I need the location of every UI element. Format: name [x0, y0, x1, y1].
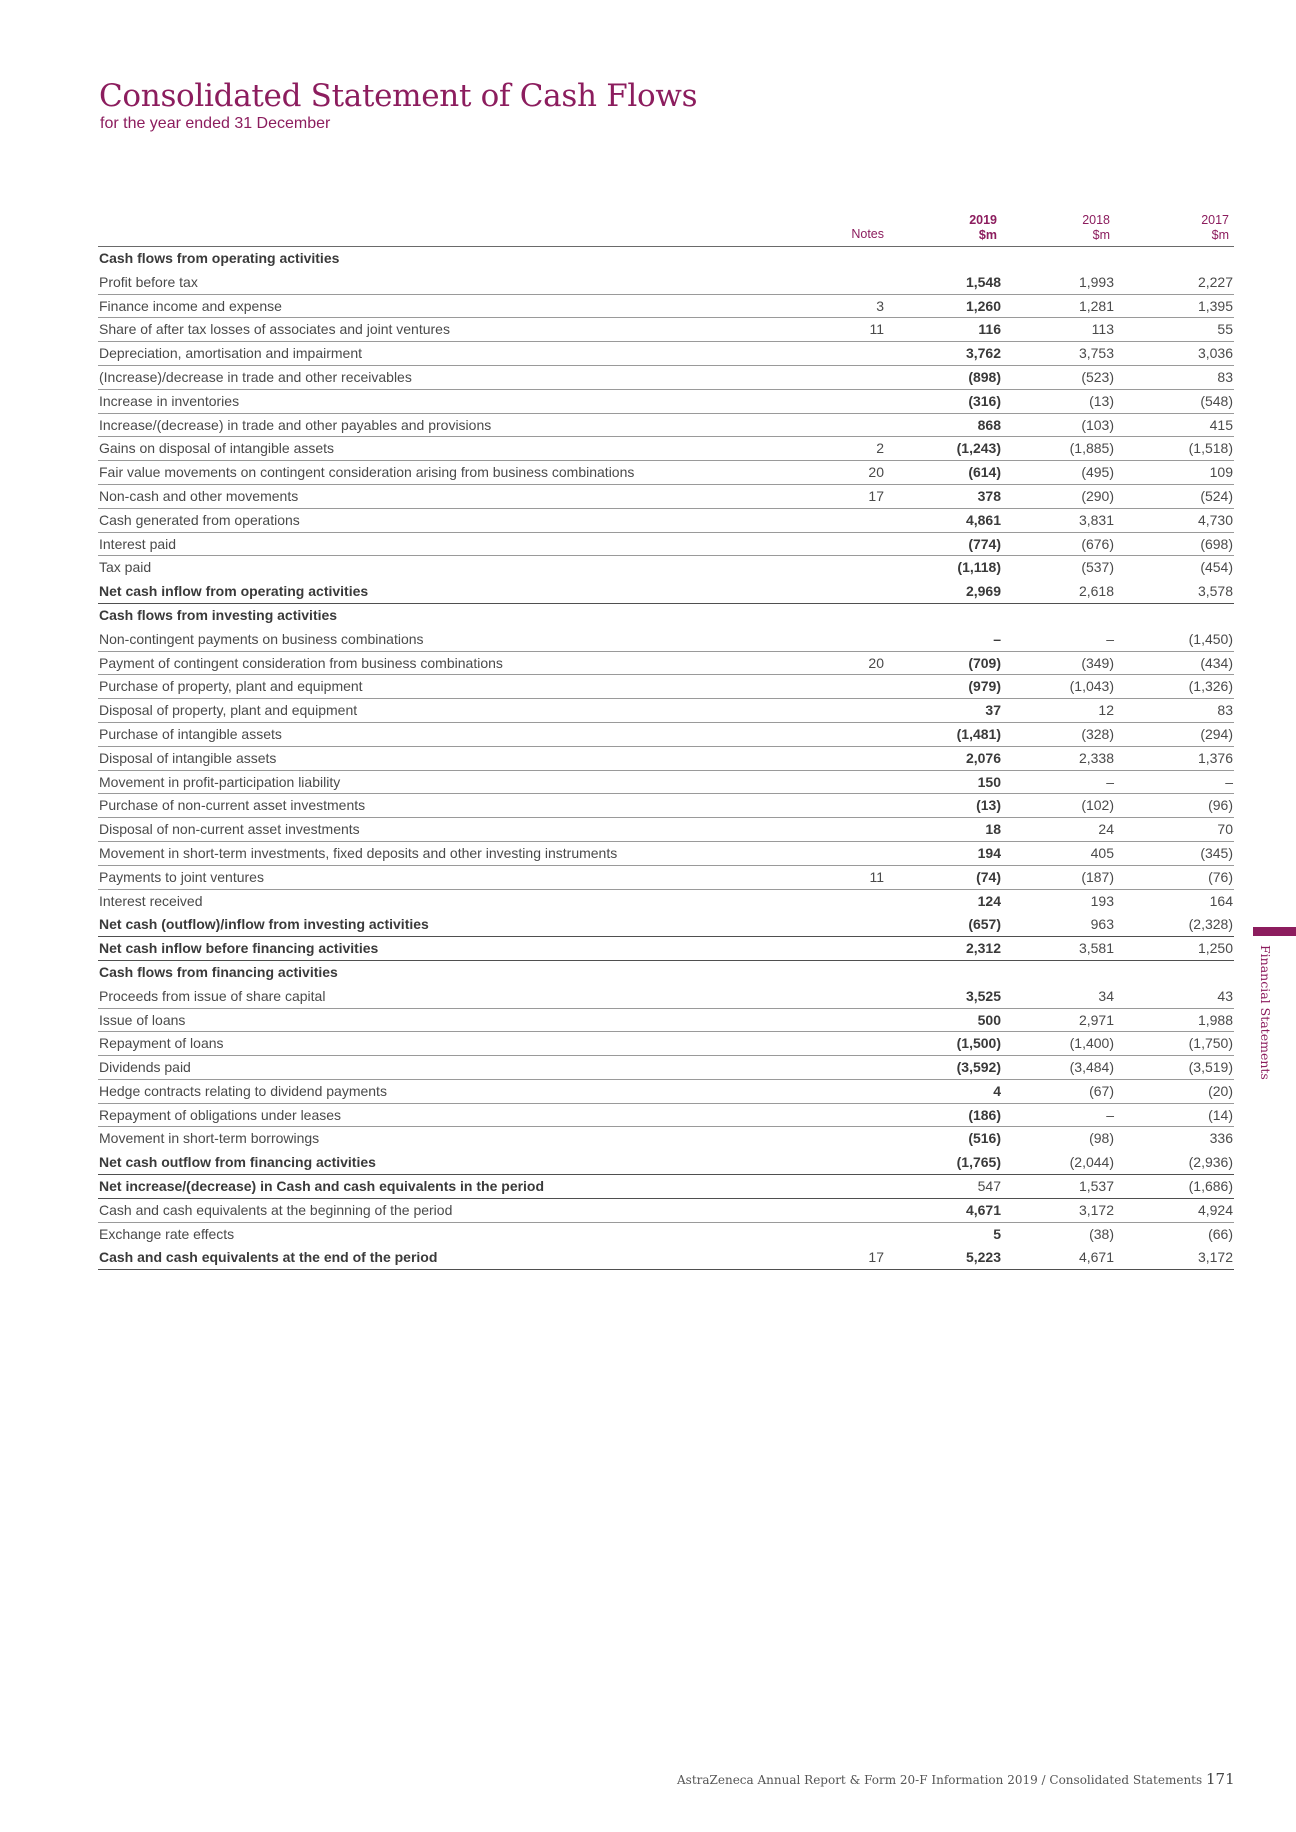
table-row: [98, 1056, 1234, 1080]
value-2018: 1,281: [1078, 297, 1114, 314]
table-row: [98, 342, 1234, 366]
table-row: [98, 723, 1234, 747]
section-heading-row: [98, 604, 1234, 628]
value-2018: (328): [1081, 725, 1114, 742]
table-row: [98, 1127, 1234, 1151]
value-2017: (345): [1200, 844, 1233, 861]
value-2019: –: [993, 630, 1001, 647]
table-row: [98, 437, 1234, 461]
row-label: Gains on disposal of intangible assets: [99, 440, 335, 457]
value-2017: 109: [1209, 464, 1233, 481]
table-row: [98, 1199, 1234, 1223]
row-label: Net cash (outflow)/inflow from investing activities: [99, 916, 429, 933]
value-2017: (76): [1208, 868, 1233, 885]
value-2019: 5,223: [965, 1249, 1001, 1266]
value-2019: (3,592): [956, 1059, 1001, 1076]
value-2017: 164: [1209, 892, 1233, 909]
value-2017: 1,376: [1197, 749, 1233, 766]
value-2018: 34: [1098, 987, 1114, 1004]
page-number: 171: [1206, 1770, 1235, 1788]
value-2017: (698): [1200, 535, 1233, 552]
value-2017: 70: [1217, 821, 1233, 838]
row-label: Increase in inventories: [99, 392, 240, 409]
value-2018: (349): [1081, 654, 1114, 671]
row-label: Issue of loans: [99, 1011, 186, 1028]
statement-rows: [98, 247, 1234, 1270]
row-note: 20: [868, 654, 884, 671]
value-2019: (316): [968, 392, 1001, 409]
value-2017: (1,686): [1188, 1178, 1233, 1195]
row-label: Disposal of intangible assets: [99, 749, 277, 766]
value-2018: (1,043): [1069, 678, 1114, 695]
notes-column-header: Notes: [851, 227, 884, 241]
table-row: [98, 556, 1234, 580]
table-row: [98, 890, 1234, 914]
value-2017: (2,936): [1188, 1154, 1233, 1171]
table-row: [98, 295, 1234, 319]
value-2018: 3,753: [1078, 345, 1114, 362]
table-row: [98, 699, 1234, 723]
row-label: Fair value movements on contingent consideration arising from business combinations: [99, 464, 635, 481]
value-2017: 336: [1209, 1130, 1233, 1147]
value-2018: (3,484): [1069, 1059, 1114, 1076]
value-2019: 1,260: [965, 297, 1001, 314]
value-2019: (186): [968, 1106, 1001, 1123]
value-2017: 2,227: [1197, 273, 1233, 290]
value-2017: 55: [1217, 321, 1233, 338]
total-row: [98, 1175, 1234, 1199]
row-note: 11: [869, 321, 884, 338]
row-label: Non-cash and other movements: [99, 487, 299, 504]
value-2019: (516): [968, 1130, 1001, 1147]
row-label: Repayment of loans: [99, 1035, 224, 1052]
value-2019: (1,118): [957, 559, 1001, 576]
value-2018: 963: [1090, 916, 1114, 933]
table-row: [98, 509, 1234, 533]
value-2017: 83: [1217, 702, 1233, 719]
section-heading-row: [98, 247, 1234, 271]
row-note: 17: [868, 1249, 884, 1266]
value-2019: 2,969: [965, 583, 1001, 600]
value-2019: (13): [976, 797, 1001, 814]
value-2019: (774): [968, 535, 1001, 552]
row-label: Cash generated from operations: [99, 511, 300, 528]
row-note: 3: [876, 297, 884, 314]
row-label: Purchase of intangible assets: [99, 725, 282, 742]
row-label: Net cash inflow before financing activities: [99, 940, 379, 957]
value-2018: 3,831: [1078, 511, 1114, 528]
value-2019: 150: [977, 773, 1001, 790]
row-label: Increase/(decrease) in trade and other payables and provisions: [99, 416, 492, 433]
row-label: Net increase/(decrease) in Cash and cash equivalents in the period: [99, 1178, 545, 1195]
row-label: Movement in profit-participation liability: [99, 773, 341, 790]
page-title: Consolidated Statement of Cash Flows: [99, 78, 698, 114]
table-row: [98, 1032, 1234, 1056]
table-row: [98, 866, 1234, 890]
table-row: [98, 771, 1234, 795]
column-header-row: [98, 211, 1234, 247]
value-2017: (66): [1208, 1225, 1233, 1242]
row-label: Net cash outflow from financing activities: [99, 1154, 376, 1171]
value-2019: 18: [985, 821, 1001, 838]
value-2018: 2,971: [1078, 1011, 1114, 1028]
year-2018-label: 2018: [1082, 213, 1110, 227]
value-2019: (709): [968, 654, 1001, 671]
year-2018-column-header: [1030, 213, 1110, 243]
value-2017: (96): [1208, 797, 1233, 814]
value-2019: (1,765): [956, 1154, 1001, 1171]
value-2017: (14): [1208, 1106, 1233, 1123]
value-2018: 113: [1091, 321, 1114, 338]
table-row: [98, 1223, 1234, 1247]
value-2019: (614): [968, 464, 1001, 481]
value-2017: 83: [1217, 368, 1233, 385]
value-2018: 4,671: [1078, 1249, 1114, 1266]
value-2017: 415: [1209, 416, 1233, 433]
total-row: [98, 913, 1234, 937]
table-row: [98, 271, 1234, 295]
value-2017: 3,578: [1197, 583, 1233, 600]
value-2017: –: [1225, 773, 1233, 790]
row-label: Interest received: [99, 892, 203, 909]
table-row: [98, 414, 1234, 438]
total-row: [98, 580, 1234, 604]
value-2018: 193: [1090, 892, 1114, 909]
value-2018: (537): [1081, 559, 1114, 576]
row-label: Disposal of property, plant and equipment: [99, 702, 358, 719]
row-label: Cash flows from operating activities: [99, 250, 340, 266]
value-2018: (187): [1081, 868, 1114, 885]
value-2017: 43: [1217, 987, 1233, 1004]
table-row: [98, 390, 1234, 414]
row-label: Payment of contingent consideration from business combinations: [99, 654, 503, 671]
value-2019: (74): [976, 868, 1001, 885]
row-label: Movement in short-term investments, fixed deposits and other investing instruments: [99, 844, 618, 861]
value-2018: (103): [1081, 416, 1114, 433]
value-2019: (979): [968, 678, 1001, 695]
row-note: 20: [868, 464, 884, 481]
value-2018: 1,993: [1078, 273, 1114, 290]
row-label: Tax paid: [99, 559, 152, 576]
value-2018: 12: [1098, 702, 1114, 719]
row-label: Non-contingent payments on business combinations: [99, 630, 424, 647]
value-2019: 868: [977, 416, 1001, 433]
value-2018: (102): [1081, 797, 1114, 814]
row-note: 11: [869, 868, 884, 885]
row-note: 2: [876, 440, 884, 457]
row-label: Net cash inflow from operating activities: [99, 583, 369, 600]
value-2018: (98): [1089, 1130, 1114, 1147]
unit-label: $m: [1211, 228, 1229, 242]
value-2018: 2,618: [1078, 583, 1114, 600]
row-label: Cash flows from investing activities: [99, 606, 338, 623]
side-tab-marker: [1253, 927, 1296, 936]
table-row: [98, 533, 1234, 557]
value-2018: (676): [1081, 535, 1114, 552]
value-2018: (67): [1089, 1082, 1114, 1099]
row-label: Payments to joint ventures: [99, 868, 264, 885]
value-2017: (434): [1200, 654, 1233, 671]
value-2017: 3,172: [1197, 1249, 1233, 1266]
row-label: Cash and cash equivalents at the beginning of the period: [99, 1201, 453, 1218]
value-2019: 116: [978, 321, 1001, 338]
table-row: [98, 1080, 1234, 1104]
value-2018: 405: [1090, 844, 1114, 861]
row-label: Cash flows from financing activities: [99, 963, 338, 980]
year-2017-column-header: [1149, 213, 1229, 243]
row-label: Dividends paid: [99, 1059, 191, 1076]
section-heading-row: [98, 961, 1234, 985]
unit-label: $m: [1092, 228, 1110, 242]
total-row: [98, 1151, 1234, 1175]
value-2017: 1,250: [1197, 940, 1233, 957]
row-label: Purchase of property, plant and equipment: [99, 678, 363, 695]
row-label: Proceeds from issue of share capital: [99, 987, 326, 1004]
value-2018: –: [1106, 773, 1114, 790]
year-2019-column-header: [917, 213, 997, 243]
table-row: [98, 675, 1234, 699]
value-2019: (657): [968, 916, 1001, 933]
table-row: [98, 747, 1234, 771]
value-2017: (1,450): [1188, 630, 1233, 647]
table-row: [98, 818, 1234, 842]
value-2017: (3,519): [1188, 1059, 1233, 1076]
value-2017: (1,750): [1188, 1035, 1233, 1052]
value-2019: 1,548: [965, 273, 1001, 290]
table-row: [98, 985, 1234, 1009]
value-2018: (523): [1081, 368, 1114, 385]
value-2019: 194: [977, 844, 1001, 861]
value-2019: 3,762: [965, 345, 1001, 362]
value-2018: (1,400): [1069, 1035, 1114, 1052]
value-2018: 3,581: [1078, 940, 1114, 957]
value-2018: 2,338: [1078, 749, 1114, 766]
value-2019: (1,481): [956, 725, 1001, 742]
value-2018: 1,537: [1078, 1178, 1114, 1195]
value-2019: (1,243): [956, 440, 1001, 457]
year-2019-label: 2019: [969, 213, 997, 227]
value-2018: 3,172: [1078, 1201, 1114, 1218]
table-row: [98, 1104, 1234, 1128]
value-2019: 4: [993, 1082, 1001, 1099]
page-subtitle: for the year ended 31 December: [100, 115, 331, 132]
unit-label: $m: [978, 228, 997, 242]
value-2017: 1,988: [1197, 1011, 1233, 1028]
value-2017: (2,328): [1188, 916, 1233, 933]
table-row: [98, 628, 1234, 652]
table-row: [98, 366, 1234, 390]
row-label: Cash and cash equivalents at the end of the period: [99, 1249, 438, 1266]
value-2019: 4,861: [965, 511, 1001, 528]
total-row: [98, 1246, 1234, 1270]
value-2019: (1,500): [956, 1035, 1001, 1052]
footer-text: AstraZeneca Annual Report & Form 20-F Information 2019 / Consolidated Statements: [677, 1773, 1203, 1787]
value-2018: –: [1106, 1106, 1114, 1123]
row-label: Interest paid: [99, 535, 177, 552]
row-label: Movement in short-term borrowings: [99, 1130, 320, 1147]
value-2018: (38): [1089, 1225, 1114, 1242]
value-2017: 4,730: [1197, 511, 1233, 528]
row-label: Purchase of non-current asset investments: [99, 797, 366, 814]
row-label: Exchange rate effects: [99, 1225, 235, 1242]
total-row: [98, 937, 1234, 961]
row-label: Disposal of non-current asset investments: [99, 821, 360, 838]
value-2019: (898): [968, 368, 1001, 385]
table-row: [98, 318, 1234, 342]
value-2017: 4,924: [1197, 1201, 1233, 1218]
value-2017: (548): [1200, 392, 1233, 409]
value-2018: (1,885): [1069, 440, 1114, 457]
value-2019: 5: [993, 1225, 1001, 1242]
table-row: [98, 485, 1234, 509]
value-2019: 2,076: [965, 749, 1001, 766]
value-2018: (495): [1081, 464, 1114, 481]
row-label: Hedge contracts relating to dividend payments: [99, 1082, 387, 1099]
value-2017: 1,395: [1197, 297, 1233, 314]
side-tab-label: Financial Statements: [1258, 945, 1273, 1080]
value-2019: 547: [977, 1178, 1001, 1195]
row-label: Finance income and expense: [99, 297, 282, 314]
row-label: Depreciation, amortisation and impairment: [99, 345, 363, 362]
value-2018: (13): [1089, 392, 1114, 409]
value-2017: (20): [1208, 1082, 1233, 1099]
value-2018: (2,044): [1069, 1154, 1114, 1171]
value-2019: 124: [977, 892, 1001, 909]
value-2018: –: [1106, 630, 1114, 647]
row-label: Share of after tax losses of associates and joint ventures: [99, 321, 450, 338]
value-2019: 37: [985, 702, 1001, 719]
value-2018: (290): [1081, 487, 1114, 504]
value-2017: (1,326): [1188, 678, 1233, 695]
value-2019: 3,525: [965, 987, 1001, 1004]
row-label: Profit before tax: [99, 273, 198, 290]
table-row: [98, 652, 1234, 676]
table-row: [98, 461, 1234, 485]
table-row: [98, 1009, 1234, 1033]
value-2018: 24: [1098, 821, 1114, 838]
row-note: 17: [868, 487, 884, 504]
row-label: Repayment of obligations under leases: [99, 1106, 342, 1123]
value-2017: (454): [1200, 559, 1233, 576]
row-label: (Increase)/decrease in trade and other receivables: [99, 368, 412, 385]
value-2019: 378: [977, 487, 1001, 504]
value-2019: 2,312: [965, 940, 1001, 957]
year-2017-label: 2017: [1201, 213, 1229, 227]
table-row: [98, 794, 1234, 818]
value-2017: (1,518): [1188, 440, 1233, 457]
value-2019: 500: [977, 1011, 1001, 1028]
value-2017: (294): [1200, 725, 1233, 742]
cash-flow-statement: [98, 211, 1234, 1270]
value-2019: 4,671: [965, 1201, 1001, 1218]
table-row: [98, 842, 1234, 866]
value-2017: (524): [1200, 487, 1233, 504]
value-2017: 3,036: [1197, 345, 1233, 362]
